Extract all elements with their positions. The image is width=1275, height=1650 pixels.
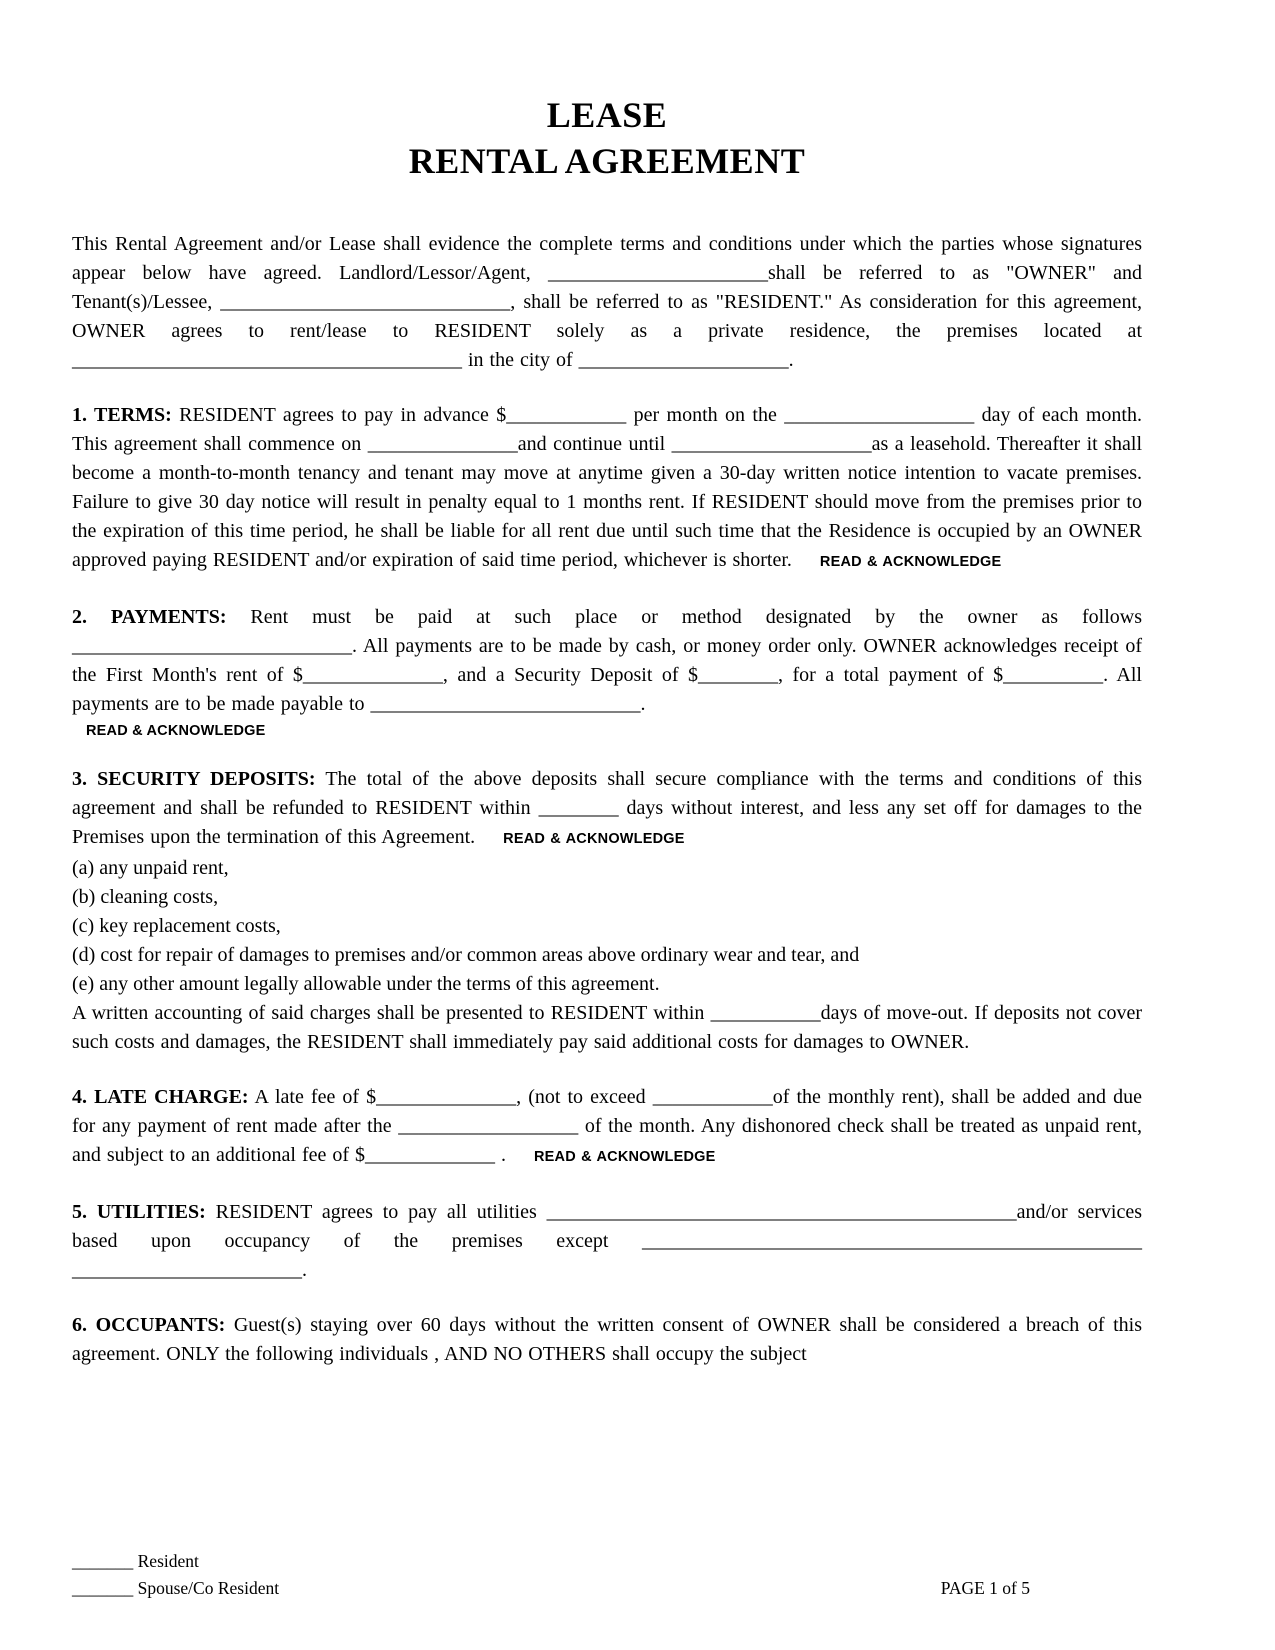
section-5-utilities <box>72 1198 1142 1285</box>
deduction-item-c: (c) key replacement costs, <box>72 915 281 937</box>
occupants-heading: 6. OCCUPANTS: <box>72 1314 226 1336</box>
read-acknowledge-label: READ & ACKNOWLEDGE <box>819 554 1002 570</box>
signature-lines <box>72 1548 279 1602</box>
security-deposits-paragraph <box>72 765 1142 854</box>
section-4-late-charge <box>72 1083 1142 1172</box>
section-2-payments <box>72 603 1142 739</box>
terms-body: RESIDENT agrees to pay in advance $____________ per month on the ___________________ day of each month. This agreement shall commence on _______________and continue until ____________________as a leasehold. Thereafter it shall become a month-to-month tenancy and tenant may move at anytime given a 30-day written notice intention to vacate premises. Failure to give 30 day notice will result in penalty equal to 1 months rent. If RESIDENT should move from the premises prior to the expiration of this time period, he shall be liable for all rent due until such time that the Residence is occupied by an OWNER approved paying RESIDENT and/or expiration of said time period, whichever is shorter. <box>72 404 1142 571</box>
title-line-lease: LEASE <box>546 95 668 135</box>
resident-signature-line: _______ Resident <box>72 1551 199 1571</box>
security-deposits-heading: 3. SECURITY DEPOSITS: <box>72 768 316 790</box>
section-3-security-deposits <box>72 765 1142 1057</box>
utilities-body: RESIDENT agrees to pay all utilities _______________________________________________and/or services based upon occupancy of the premises except __________________________________________________ _______________________. <box>72 1201 1142 1281</box>
deduction-item-a: (a) any unpaid rent, <box>72 857 229 879</box>
page-number-label: PAGE 1 of 5 <box>940 1578 1030 1598</box>
occupants-paragraph <box>72 1311 1142 1369</box>
read-acknowledge-label: READ & ACKNOWLEDGE <box>503 831 685 847</box>
late-charge-body: A late fee of $______________, (not to exceed ____________of the monthly rent), shall be added and due for any payment of rent made after the __________________ of the month. Any dishonored check shall be treated as unpaid rent, and subject to an additional fee of $_____________ . <box>72 1086 1142 1166</box>
payments-heading: 2. PAYMENTS: <box>72 606 227 628</box>
section-1-terms <box>72 401 1142 577</box>
section-6-occupants <box>72 1311 1142 1369</box>
read-acknowledge-label: READ & ACKNOWLEDGE <box>534 1149 716 1165</box>
security-deposits-closing-paragraph: A written accounting of said charges shall be presented to RESIDENT within ___________days of move-out. If deposits not cover such costs and damages, the RESIDENT shall immediately pay said additional costs for damages to OWNER. <box>72 1002 1142 1053</box>
document-title <box>72 92 1142 184</box>
occupants-body: Guest(s) staying over 60 days without the written consent of OWNER shall be considered a breach of this agreement. ONLY the following individuals , AND NO OTHERS shall occupy the subject <box>72 1314 1142 1365</box>
page-footer <box>72 1548 1030 1602</box>
deduction-item-e: (e) any other amount legally allowable under the terms of this agreement. <box>72 973 660 995</box>
utilities-paragraph <box>72 1198 1142 1285</box>
payments-paragraph <box>72 603 1142 719</box>
payments-body: Rent must be paid at such place or method designated by the owner as follows ____________________________. All payments are to be made by cash, or money order only. OWNER acknowledges receipt of the First Month's rent of $______________, and a Security Deposit of $________, for a total payment of $__________. All payments are to be made payable to ___________________________. <box>72 606 1142 715</box>
title-line-rental-agreement: RENTAL AGREEMENT <box>408 141 806 181</box>
deduction-item-d: (d) cost for repair of damages to premises and/or common areas above ordinary wear and tear, and <box>72 944 860 966</box>
terms-heading: 1. TERMS: <box>72 404 172 426</box>
read-acknowledge-label: READ & ACKNOWLEDGE <box>86 723 266 739</box>
spouse-co-resident-signature-line: _______ Spouse/Co Resident <box>72 1578 280 1598</box>
intro-paragraph: This Rental Agreement and/or Lease shall evidence the complete terms and conditions under which the parties whose signatures appear below have agreed. Landlord/Lessor/Agent, ______________________shall be referred to as "OWNER" and Tenant(s)/Lessee, _____________________________, shall be referred to as "RESIDENT." As consideration for this agreement, OWNER agrees to rent/lease to RESIDENT solely as a private residence, the premises located at _______________________________________ in the city of _____________________. <box>72 233 1142 371</box>
terms-paragraph <box>72 401 1142 577</box>
late-charge-heading: 4. LATE CHARGE: <box>72 1086 249 1108</box>
utilities-heading: 5. UTILITIES: <box>72 1201 206 1223</box>
deduction-item-b: (b) cleaning costs, <box>72 886 219 908</box>
intro-section <box>72 230 1142 375</box>
late-charge-paragraph <box>72 1083 1142 1172</box>
security-deposits-body: The total of the above deposits shall secure compliance with the terms and conditions of this agreement and shall be refunded to RESIDENT within ________ days without interest, and less any set off for damages to the Premises upon the termination of this Agreement. <box>72 768 1142 848</box>
